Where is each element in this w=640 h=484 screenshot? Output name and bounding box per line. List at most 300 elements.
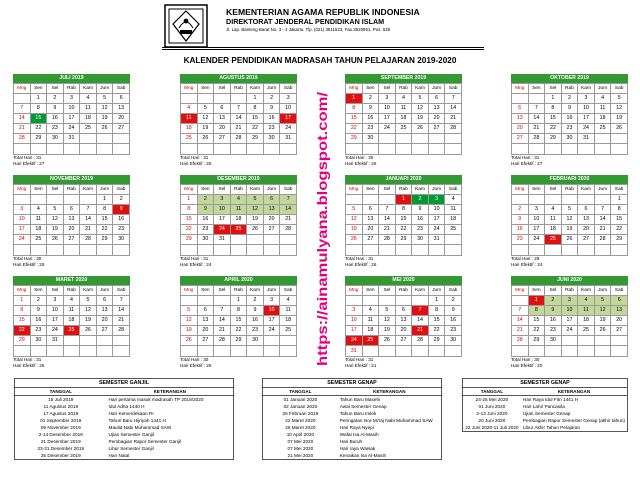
day-cell: 25: [445, 225, 462, 235]
empty-cell: [47, 144, 64, 154]
day-cell: 2: [512, 205, 529, 215]
total-days: Total Hari : 31: [511, 154, 540, 160]
day-cell: 19: [611, 114, 628, 124]
empty-cell: [578, 346, 595, 356]
effective-days: Hari Efektif : 27: [511, 160, 543, 166]
empty-cell: [113, 144, 130, 154]
empty-cell: [96, 336, 113, 346]
empty-cell: [428, 134, 445, 144]
weekday-label: Sab: [445, 84, 462, 94]
day-cell: 19: [412, 114, 429, 124]
legend-desc: Hari raya Waisak: [339, 446, 376, 451]
day-cell: 28: [379, 235, 396, 245]
empty-cell: [113, 346, 130, 356]
weekday-label: Kam: [412, 286, 429, 296]
day-cell: 10: [14, 215, 31, 225]
empty-cell: [247, 235, 264, 245]
day-cell: 11: [594, 104, 611, 114]
day-cell: 30: [263, 134, 280, 144]
day-cell: 21: [280, 215, 297, 225]
legend-row: [263, 452, 441, 459]
empty-cell: [545, 195, 562, 205]
day-cell: 13: [263, 205, 280, 215]
day-cell: 28: [280, 225, 297, 235]
day-cell: 8: [247, 104, 264, 114]
day-cell: 18: [545, 225, 562, 235]
day-cell: 12: [561, 215, 578, 225]
day-cell: 27: [214, 134, 231, 144]
legend-desc: Hari Natal: [108, 453, 130, 458]
empty-cell: [96, 144, 113, 154]
effective-days: Hari Efektif : 25: [13, 362, 45, 368]
empty-cell: [362, 195, 379, 205]
day-cell: 21: [445, 114, 462, 124]
day-cell: 3: [263, 296, 280, 306]
legend-date: 09 November 2019: [40, 425, 81, 430]
empty-cell: [214, 245, 231, 255]
day-cell: 24: [280, 124, 297, 134]
weekday-label: Sab: [611, 286, 628, 296]
day-cell: 28: [230, 134, 247, 144]
day-cell: 20: [578, 225, 595, 235]
day-cell: 16: [445, 316, 462, 326]
day-cell: 19: [346, 225, 363, 235]
empty-cell: [280, 144, 297, 154]
day-cell: 22: [96, 225, 113, 235]
day-cell: 1: [247, 94, 264, 104]
day-cell: 8: [96, 205, 113, 215]
weekday-label: Sab: [113, 185, 130, 195]
day-cell: 4: [545, 205, 562, 215]
day-cell: 23: [545, 326, 562, 336]
day-cell: 24: [578, 124, 595, 134]
weekday-label: Kam: [412, 84, 429, 94]
legend-row: [263, 403, 441, 410]
day-cell: 7: [214, 306, 231, 316]
weekday-label: Sab: [611, 84, 628, 94]
weekday-label: Sel: [214, 286, 231, 296]
day-cell: 14: [445, 104, 462, 114]
day-cell: 2: [47, 94, 64, 104]
day-cell: 1: [395, 195, 412, 205]
day-cell: 17: [428, 215, 445, 225]
day-cell: 3: [578, 94, 595, 104]
weekday-label: Sab: [611, 185, 628, 195]
day-cell: 16: [197, 215, 214, 225]
weekday-label: Sen: [362, 286, 379, 296]
day-cell: 6: [197, 306, 214, 316]
calendar-grid: [511, 184, 628, 256]
weekday-label: Sel: [47, 84, 64, 94]
day-cell: 5: [611, 94, 628, 104]
legend-desc: Hari pertama masuk madrasah TP 2019/2020: [108, 397, 204, 402]
month-calendar: [180, 74, 297, 167]
day-cell: 30: [561, 134, 578, 144]
day-cell: 19: [561, 225, 578, 235]
month-calendar: [511, 175, 628, 268]
day-cell: 22: [14, 326, 31, 336]
legend-desc: Hari Buruh: [339, 439, 363, 444]
day-cell: 13: [611, 306, 628, 316]
weekday-label: Mng: [181, 84, 198, 94]
effective-days: Hari Efektif : 25: [180, 362, 212, 368]
legend-desc: Hari Lahir Pancasila: [522, 404, 565, 409]
total-days: Total Hari : 30: [345, 154, 374, 160]
day-cell: 16: [30, 316, 47, 326]
weekday-label: Rab: [395, 286, 412, 296]
weekday-label: Rab: [63, 185, 80, 195]
day-cell: 25: [30, 235, 47, 245]
empty-cell: [395, 346, 412, 356]
legend-desc: Libur Akhir Tahun Pelajaran: [522, 425, 581, 430]
day-cell: 3: [214, 195, 231, 205]
empty-cell: [280, 245, 297, 255]
legend-row: [15, 417, 233, 424]
weekday-label: Mng: [14, 185, 31, 195]
legend-date: 17 Agustus 2019: [43, 411, 79, 416]
legend-desc: Peringatan Isra Mi'raj Nabi Muhammad SAW: [339, 418, 433, 423]
legend-row: [263, 431, 441, 438]
empty-cell: [578, 195, 595, 205]
weekday-label: Sen: [30, 185, 47, 195]
day-cell: 22: [346, 124, 363, 134]
day-cell: 22: [247, 124, 264, 134]
legend-row: [263, 410, 441, 417]
empty-cell: [561, 144, 578, 154]
calendar-grid: [180, 83, 297, 155]
day-cell: 2: [561, 94, 578, 104]
month-title: JULI 2019: [13, 74, 130, 83]
day-cell: 10: [561, 306, 578, 316]
empty-cell: [362, 346, 379, 356]
month-title: DESEMBER 2019: [180, 175, 297, 184]
empty-cell: [247, 144, 264, 154]
day-cell: 14: [14, 114, 31, 124]
legend-date: 24-25 Mei 2020: [475, 397, 509, 402]
day-cell: 30: [47, 134, 64, 144]
day-cell: 4: [30, 205, 47, 215]
day-cell: 17: [578, 114, 595, 124]
legend-title: SEMESTER GENAP: [463, 379, 627, 388]
day-cell: 15: [545, 114, 562, 124]
day-cell: 28: [594, 235, 611, 245]
empty-cell: [379, 134, 396, 144]
day-cell: 31: [346, 346, 363, 356]
day-cell: 21: [528, 124, 545, 134]
day-cell: 20: [197, 326, 214, 336]
legend-date: 01 September 2019: [40, 418, 82, 423]
legend-desc: Wafat Isa Al-Masih: [339, 432, 379, 437]
day-cell: 17: [346, 326, 363, 336]
day-cell: 22: [230, 326, 247, 336]
weekday-label: Sel: [379, 84, 396, 94]
month-calendar: [180, 175, 297, 268]
empty-cell: [362, 144, 379, 154]
day-cell: 24: [561, 326, 578, 336]
day-cell: 15: [346, 114, 363, 124]
day-cell: 7: [113, 296, 130, 306]
day-cell: 30: [445, 336, 462, 346]
day-cell: 5: [80, 296, 97, 306]
legend-semester-genap-1: [262, 378, 442, 460]
ministry-name: KEMENTERIAN AGAMA REPUBLIK INDONESIA: [226, 7, 420, 17]
day-cell: 2: [263, 94, 280, 104]
empty-cell: [247, 245, 264, 255]
day-cell: 20: [395, 326, 412, 336]
day-cell: 9: [263, 104, 280, 114]
empty-cell: [30, 245, 47, 255]
weekday-label: Sel: [379, 286, 396, 296]
weekday-label: Sel: [379, 185, 396, 195]
day-cell: 13: [512, 114, 529, 124]
weekday-label: Sel: [545, 84, 562, 94]
day-cell: 1: [545, 94, 562, 104]
empty-cell: [611, 144, 628, 154]
empty-cell: [346, 296, 363, 306]
legend-row: [15, 410, 233, 417]
weekday-label: Sen: [197, 286, 214, 296]
weekday-label: Mng: [14, 286, 31, 296]
empty-cell: [412, 134, 429, 144]
weekday-label: Sel: [47, 185, 64, 195]
day-cell: 22: [395, 225, 412, 235]
weekday-label: Rab: [395, 185, 412, 195]
day-cell: 3: [561, 296, 578, 306]
day-cell: 16: [263, 114, 280, 124]
calendar-grid: [13, 285, 130, 357]
month-calendar: [13, 74, 130, 167]
date-header: TANGGAL: [263, 388, 338, 396]
weekday-label: Mng: [181, 286, 198, 296]
day-cell: 6: [611, 296, 628, 306]
day-cell: 18: [594, 114, 611, 124]
day-cell: 1: [96, 195, 113, 205]
legend-desc: Maulid Nabi Muhammad SAW: [108, 425, 172, 430]
day-cell: 27: [113, 124, 130, 134]
empty-cell: [214, 296, 231, 306]
day-cell: 14: [280, 205, 297, 215]
empty-cell: [214, 94, 231, 104]
day-cell: 24: [346, 336, 363, 346]
weekday-label: Rab: [395, 84, 412, 94]
day-cell: 17: [528, 225, 545, 235]
day-cell: 12: [611, 104, 628, 114]
calendar-grid: [180, 184, 297, 256]
effective-days: Hari Efektif : 25: [180, 160, 212, 166]
day-cell: 9: [412, 205, 429, 215]
day-cell: 7: [379, 205, 396, 215]
empty-cell: [611, 134, 628, 144]
watermark: [312, 88, 332, 368]
month-calendar: [511, 74, 628, 167]
day-cell: 6: [263, 195, 280, 205]
legend-desc: Awal Semester Genap: [339, 404, 387, 409]
day-cell: 7: [230, 104, 247, 114]
day-cell: 18: [362, 326, 379, 336]
weekday-label: Kam: [247, 185, 264, 195]
empty-cell: [594, 134, 611, 144]
day-cell: 7: [14, 104, 31, 114]
day-cell: 6: [113, 94, 130, 104]
weekday-label: Sab: [445, 185, 462, 195]
empty-cell: [594, 195, 611, 205]
day-cell: 31: [214, 235, 231, 245]
day-cell: 28: [528, 134, 545, 144]
day-cell: 16: [412, 215, 429, 225]
day-cell: 20: [428, 114, 445, 124]
empty-cell: [14, 245, 31, 255]
day-cell: 5: [181, 306, 198, 316]
day-cell: 18: [445, 215, 462, 225]
day-cell: 25: [80, 124, 97, 134]
day-cell: 5: [594, 296, 611, 306]
day-cell: 17: [561, 316, 578, 326]
legend-desc: Hari Kemerdekaan RI: [108, 411, 154, 416]
day-cell: 24: [528, 235, 545, 245]
day-cell: 27: [362, 235, 379, 245]
day-cell: 13: [214, 114, 231, 124]
legend-date: 20 Juni 2020: [478, 418, 506, 423]
day-cell: 28: [14, 134, 31, 144]
empty-cell: [594, 346, 611, 356]
kemenag-logo: [164, 4, 208, 48]
day-cell: 3: [346, 306, 363, 316]
weekday-label: Sel: [47, 286, 64, 296]
day-cell: 31: [47, 336, 64, 346]
day-cell: 5: [412, 94, 429, 104]
empty-cell: [263, 144, 280, 154]
effective-days: Hari Efektif : 24: [511, 261, 543, 267]
desc-header: KETERANGAN: [338, 388, 441, 396]
day-cell: 16: [512, 225, 529, 235]
day-cell: 25: [594, 124, 611, 134]
day-cell: 22: [30, 124, 47, 134]
weekday-label: Jum: [96, 286, 113, 296]
day-cell: 15: [528, 316, 545, 326]
day-cell: 5: [96, 94, 113, 104]
effective-days: Hari Efektif : 27: [13, 160, 45, 166]
empty-cell: [230, 245, 247, 255]
day-cell: 22: [428, 326, 445, 336]
weekday-label: Jum: [96, 185, 113, 195]
empty-cell: [96, 134, 113, 144]
day-cell: 20: [362, 225, 379, 235]
empty-cell: [379, 296, 396, 306]
date-header: TANGGAL: [15, 388, 107, 396]
empty-cell: [528, 94, 545, 104]
day-cell: 27: [96, 326, 113, 336]
day-cell: 11: [230, 205, 247, 215]
day-cell: 20: [113, 114, 130, 124]
empty-cell: [512, 296, 529, 306]
day-cell: 15: [247, 114, 264, 124]
calendar-grid: [511, 83, 628, 155]
day-cell: 27: [512, 134, 529, 144]
empty-cell: [63, 195, 80, 205]
empty-cell: [379, 245, 396, 255]
day-cell: 6: [214, 104, 231, 114]
day-cell: 17: [214, 215, 231, 225]
calendar-grid: [345, 184, 462, 256]
empty-cell: [280, 336, 297, 346]
day-cell: 23: [362, 124, 379, 134]
weekday-label: Rab: [561, 185, 578, 195]
day-cell: 7: [412, 306, 429, 316]
day-cell: 5: [47, 205, 64, 215]
empty-cell: [528, 195, 545, 205]
weekday-label: Sab: [280, 185, 297, 195]
weekday-label: Jum: [594, 185, 611, 195]
effective-days: Hari Efektif : 25: [13, 261, 45, 267]
weekday-label: Rab: [63, 84, 80, 94]
weekday-label: Kam: [247, 84, 264, 94]
empty-cell: [181, 245, 198, 255]
header-rule: [162, 47, 484, 48]
day-cell: 23: [247, 326, 264, 336]
day-cell: 6: [512, 104, 529, 114]
total-days: Total Hari : 31: [180, 255, 209, 261]
day-cell: 3: [428, 195, 445, 205]
day-cell: 2: [197, 195, 214, 205]
empty-cell: [197, 144, 214, 154]
weekday-label: Rab: [230, 286, 247, 296]
day-cell: 12: [412, 104, 429, 114]
day-cell: 5: [561, 205, 578, 215]
day-cell: 8: [30, 104, 47, 114]
weekday-label: Sen: [197, 84, 214, 94]
empty-cell: [578, 336, 595, 346]
day-cell: 29: [230, 336, 247, 346]
day-cell: 13: [395, 316, 412, 326]
day-cell: 4: [80, 94, 97, 104]
day-cell: 12: [47, 215, 64, 225]
month-calendar: [180, 276, 297, 369]
empty-cell: [263, 245, 280, 255]
day-cell: 28: [214, 336, 231, 346]
day-cell: 28: [512, 336, 529, 346]
month-title: SEPTEMBER 2019: [345, 74, 462, 83]
day-cell: 6: [96, 296, 113, 306]
empty-cell: [80, 346, 97, 356]
legend-row: [15, 445, 233, 452]
day-cell: 19: [96, 114, 113, 124]
day-cell: 8: [181, 205, 198, 215]
day-cell: 31: [428, 235, 445, 245]
legend-row: [463, 424, 627, 431]
empty-cell: [80, 245, 97, 255]
day-cell: 28: [113, 326, 130, 336]
empty-cell: [14, 144, 31, 154]
day-cell: 20: [512, 124, 529, 134]
day-cell: 2: [545, 296, 562, 306]
empty-cell: [412, 245, 429, 255]
day-cell: 9: [512, 215, 529, 225]
weekday-label: Kam: [80, 84, 97, 94]
day-cell: 9: [113, 205, 130, 215]
day-cell: 15: [611, 215, 628, 225]
calendar-grid: [511, 285, 628, 357]
weekday-label: Mng: [512, 286, 529, 296]
day-cell: 18: [80, 114, 97, 124]
day-cell: 24: [63, 124, 80, 134]
day-cell: 26: [96, 124, 113, 134]
day-cell: 18: [280, 316, 297, 326]
day-cell: 11: [395, 104, 412, 114]
weekday-label: Sab: [280, 286, 297, 296]
empty-cell: [528, 245, 545, 255]
day-cell: 26: [379, 336, 396, 346]
legend-date: 25 Desember 2019: [40, 453, 81, 458]
